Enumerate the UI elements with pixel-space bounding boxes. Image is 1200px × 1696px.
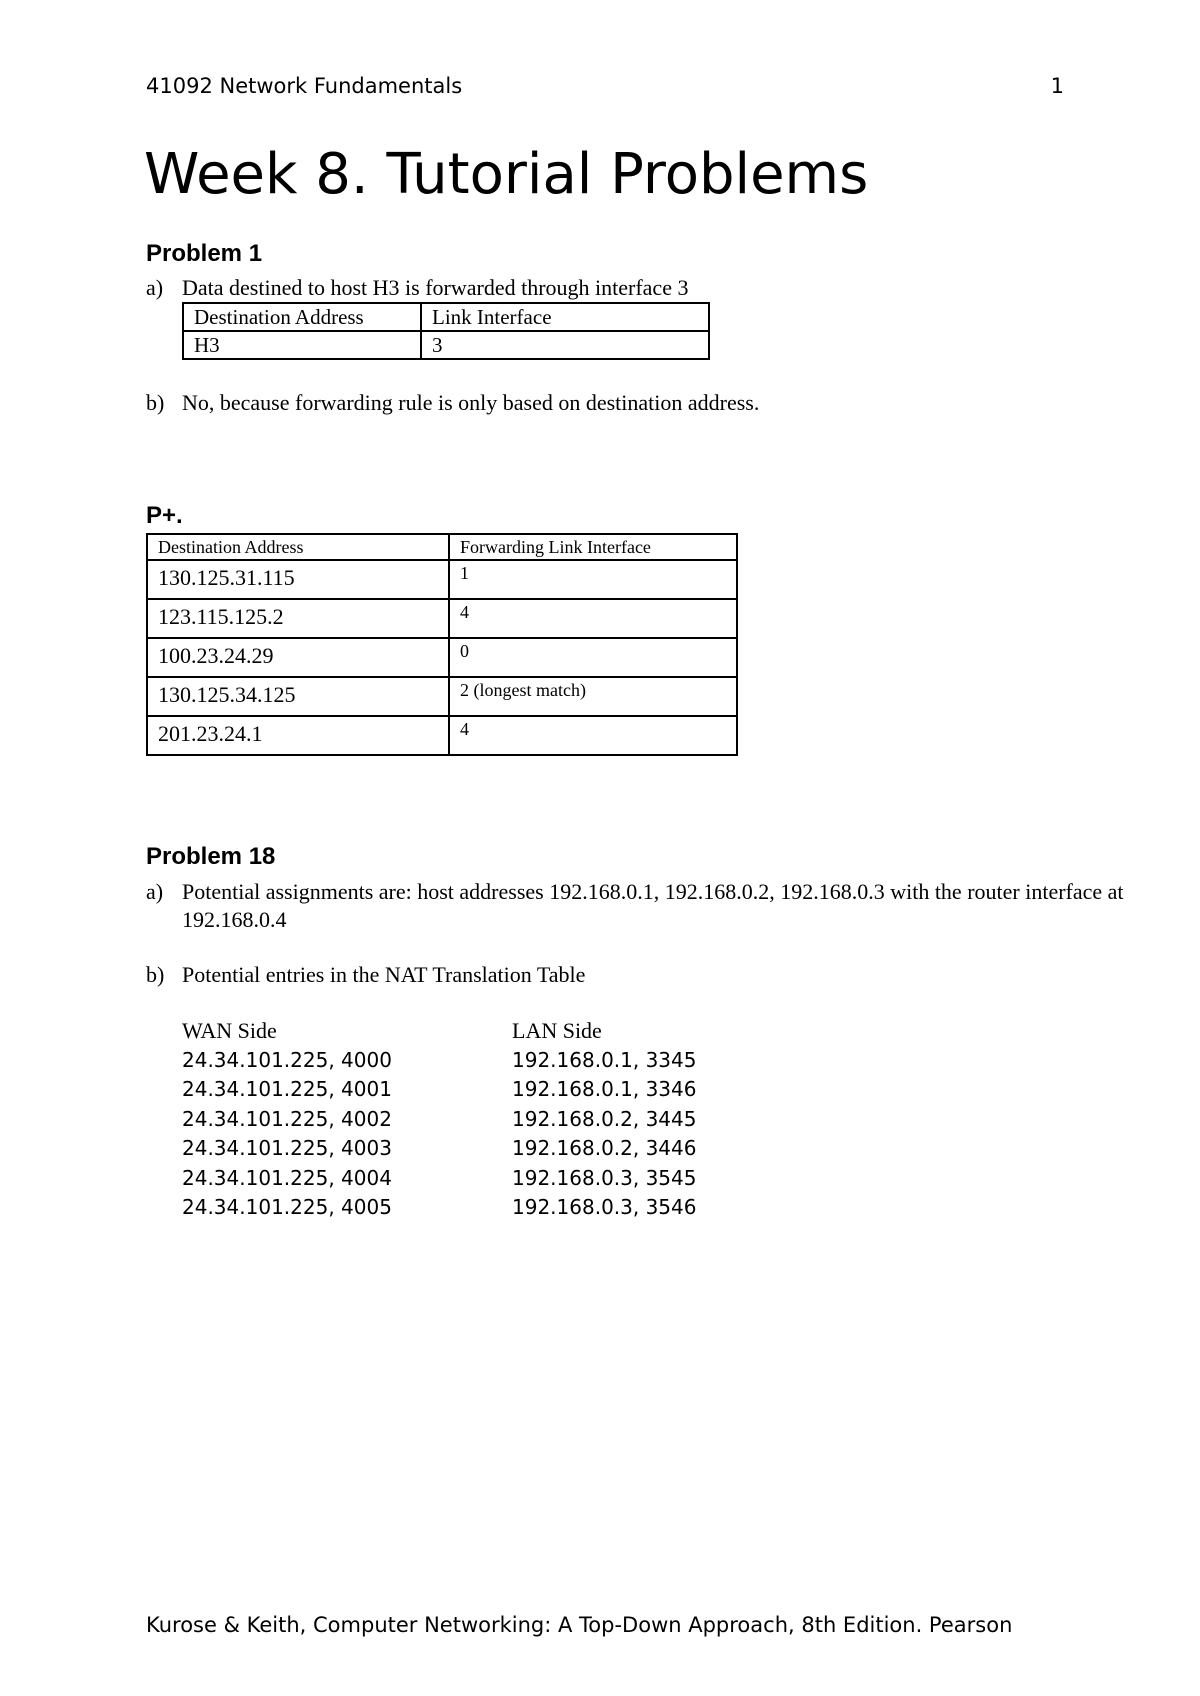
nat-lan-cell: 192.168.0.1, 3346 (512, 1077, 697, 1101)
table-header-cell: Destination Address (183, 303, 421, 331)
nat-wan-cell: 24.34.101.225, 4001 (182, 1077, 392, 1101)
nat-translation-table (182, 1016, 696, 1223)
nat-wan-cell: 24.34.101.225, 4000 (182, 1047, 392, 1072)
nat-header-wan: WAN Side (182, 1018, 277, 1043)
header-page-number: 1 (1050, 74, 1064, 98)
problem18-a-label: a) (146, 879, 164, 904)
table-row (182, 1105, 696, 1135)
nat-lan-cell: 192.168.0.3, 3546 (512, 1195, 697, 1219)
table-row (182, 1046, 696, 1076)
table-header-cell: Forwarding Link Interface (449, 534, 737, 560)
problem1-forwarding-table (182, 302, 710, 360)
nat-wan-cell: 24.34.101.225, 4005 (182, 1195, 392, 1219)
table-row (182, 1134, 696, 1164)
table-row (147, 638, 737, 677)
pplus-heading: P+. (146, 502, 183, 529)
problem1-a-label: a) (146, 275, 164, 300)
problem18-heading: Problem 18 (146, 843, 276, 870)
table-cell: 4 (449, 599, 737, 638)
header-course: 41092 Network Fundamentals (146, 74, 463, 98)
table-row (147, 677, 737, 716)
problem1-a-text: Data destined to host H3 is forwarded through interface 3 (182, 275, 689, 300)
table-header-row (147, 534, 737, 560)
nat-wan-cell: 24.34.101.225, 4002 (182, 1106, 392, 1131)
nat-lan-cell: 192.168.0.2, 3446 (512, 1136, 697, 1160)
table-header-cell: Destination Address (147, 534, 449, 560)
table-row (147, 716, 737, 755)
problem1-heading: Problem 1 (146, 240, 263, 267)
problem18-b-text: Potential entries in the NAT Translation Table (182, 962, 586, 987)
table-row (147, 560, 737, 599)
table-row (182, 1075, 696, 1105)
problem18-part-a (146, 878, 1200, 934)
nat-header-lan: LAN Side (512, 1018, 602, 1043)
page-title: Week 8. Tutorial Problems (144, 142, 869, 207)
table-cell: 4 (449, 716, 737, 755)
page-footer: Kurose & Keith, Computer Networking: A Top-Down Approach, 8th Edition. Pearson (146, 1613, 1013, 1637)
table-header-row (183, 303, 709, 331)
problem1-b-label: b) (146, 390, 165, 415)
nat-header-row (182, 1016, 696, 1046)
table-row (183, 331, 709, 359)
problem1-part-b (146, 389, 759, 417)
table-row (182, 1164, 696, 1194)
nat-wan-cell: 24.34.101.225, 4003 (182, 1136, 392, 1160)
table-cell: 123.115.125.2 (147, 599, 449, 638)
table-cell: 1 (449, 560, 737, 599)
nat-wan-cell: 24.34.101.225, 4004 (182, 1165, 392, 1190)
table-cell: 130.125.34.125 (147, 677, 449, 716)
table-row (182, 1193, 696, 1223)
table-header-cell: Link Interface (421, 303, 709, 331)
table-cell: 2 (longest match) (449, 677, 737, 716)
table-cell: 100.23.24.29 (147, 638, 449, 677)
table-cell: 201.23.24.1 (147, 716, 449, 755)
table-cell: 0 (449, 638, 737, 677)
table-cell: 3 (421, 331, 709, 359)
nat-lan-cell: 192.168.0.3, 3545 (512, 1165, 697, 1190)
table-cell: H3 (183, 331, 421, 359)
problem18-part-b (146, 961, 585, 989)
nat-lan-cell: 192.168.0.1, 3345 (512, 1047, 697, 1072)
table-cell: 130.125.31.115 (147, 560, 449, 599)
problem18-b-label: b) (146, 962, 165, 987)
nat-lan-cell: 192.168.0.2, 3445 (512, 1106, 697, 1131)
problem1-b-text: No, because forwarding rule is only based on destination address. (182, 390, 760, 415)
table-row (147, 599, 737, 638)
problem18-a-text: Potential assignments are: host addresses 192.168.0.1, 192.168.0.2, 192.168.0.3 with the router interface at 192.168.0.4 (182, 879, 1124, 932)
pplus-forwarding-table (146, 533, 738, 756)
problem1-part-a (146, 274, 688, 302)
